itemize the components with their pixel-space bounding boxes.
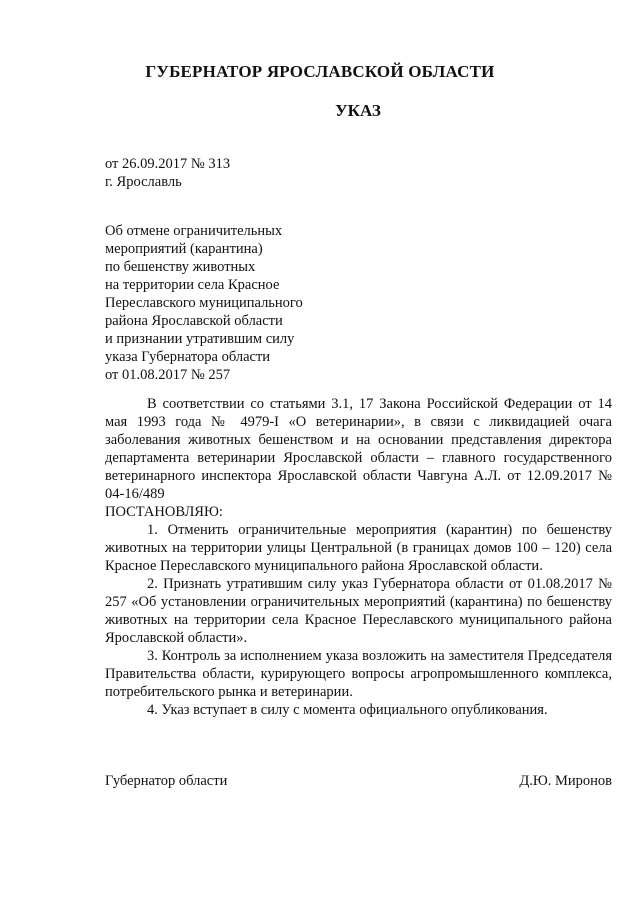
subject-line: и признании утратившим силу [105,331,295,347]
issuing-authority-title: ГУБЕРНАТОР ЯРОСЛАВСКОЙ ОБЛАСТИ [145,62,495,81]
decree-item: 2. Признать утратившим силу указ Губернатора области от 01.08.2017 № 257 «Об установлении ограничительных мероприятий (карантина) по бешенству животных на территории села Красное Переславского муниципального района Ярославской области». [105,576,612,646]
decree-item: 1. Отменить ограничительные мероприятия (карантин) по бешенству животных на территории улицы Центральной (в границах домов 100 – 120) села Красное Переславского муниципального района Ярославской области. [105,522,612,574]
decree-word: ПОСТАНОВЛЯЮ: [105,504,223,520]
document-type-title: УКАЗ [335,101,381,120]
subject-line: Переславского муниципального [105,295,303,311]
document-subject [105,222,303,384]
subject-line: по бешенству животных [105,259,256,275]
subject-line: района Ярославской области [105,313,283,329]
preamble-paragraph: В соответствии со статьями 3.1, 17 Закона Российской Федерации от 14 мая 1993 года № 4979-I «О ветеринарии», в связи с ликвидацией очага заболевания животных бешенством и на основании представления директора департамента ветеринарии Ярославской области – главного государственного ветеринарного инспектора Ярославской области Чавгуна А.Л. от 12.09.2017 № 04-16/489 [105,396,612,502]
document-date-number: от 26.09.2017 № 313 [105,156,231,172]
signatory-name: Д.Ю. Миронов [519,773,612,789]
decree-item: 4. Указ вступает в силу с момента официального опубликования. [147,702,548,718]
subject-line: от 01.08.2017 № 257 [105,367,231,383]
subject-line: указа Губернатора области [105,349,271,365]
subject-line: мероприятий (карантина) [105,241,263,257]
decree-item: 3. Контроль за исполнением указа возложить на заместителя Председателя Правительства области, курирующего вопросы агропромышленного комплекса, потребительского рынка и ветеринарии. [105,648,612,700]
signatory-position: Губернатор области [105,773,228,789]
document-city: г. Ярославль [105,174,182,190]
subject-line: на территории села Красное [105,277,280,293]
subject-line: Об отмене ограничительных [105,223,283,239]
document-body [105,395,612,719]
